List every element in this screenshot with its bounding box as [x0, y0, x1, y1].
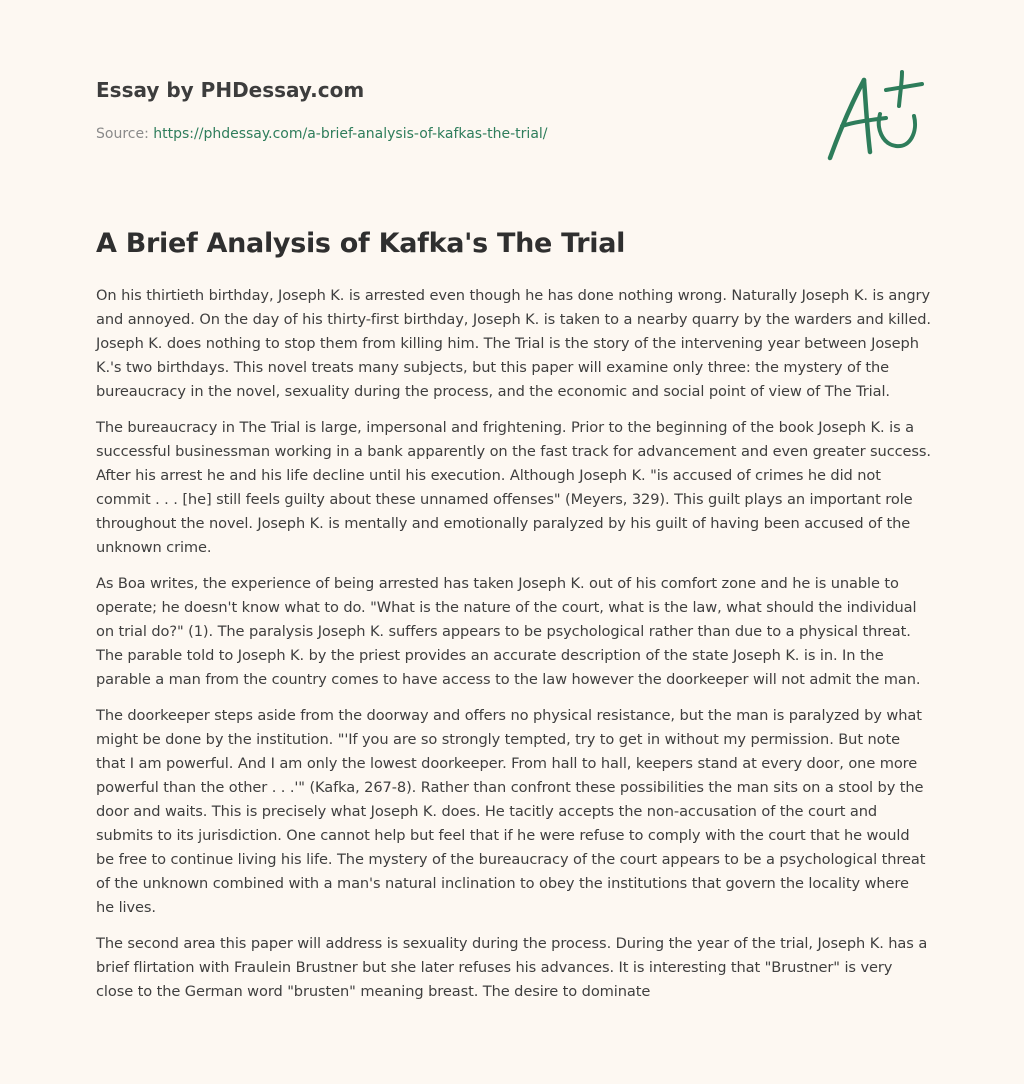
source-label: Source:	[96, 126, 154, 142]
paragraph: On his thirtieth birthday, Joseph K. is arrested even though he has done nothing wrong. Naturally Joseph K. is angry and annoyed. On the day of his thirty-first birthday, Joseph K. is taken to a nearby quarry by the warders and killed. Joseph K. does nothing to stop them from killing him. The Trial is the story of the intervening year between Joseph K.'s two birthdays. This novel treats many subjects, but this paper will examine only three: the mystery of the bureaucracy in the novel, sexuality during the process, and the economic and social point of view of The Trial.	[96, 287, 931, 400]
a-plus-logo-icon	[820, 66, 930, 166]
paragraph: The bureaucracy in The Trial is large, impersonal and frightening. Prior to the beginning of the book Joseph K. is a successful businessman working in a bank apparently on the fast track for advancement and even greater success. After his arrest he and his life decline until his execution. Although Joseph K. "is accused of crimes he did not commit . . . [he] still feels guilty about these unnamed offenses" (Meyers, 329). This guilt plays an important role throughout the novel. Joseph K. is mentally and emotionally paralyzed by his guilt of having been accused of the unknown crime.	[96, 419, 931, 556]
page-header	[96, 76, 696, 144]
article-title: A Brief Analysis of Kafka's The Trial	[96, 228, 626, 259]
site-title: Essay by PHDessay.com	[96, 78, 365, 102]
paragraph: The second area this paper will address is sexuality during the process. During the year of the trial, Joseph K. has a brief flirtation with Fraulein Brustner but she later refuses his advances. It is interesting that "Brustner" is very close to the German word "brusten" meaning breast. The desire to dominate	[96, 935, 928, 1000]
source-link[interactable]: https://phdessay.com/a-brief-analysis-of-kafkas-the-trial/	[153, 126, 548, 142]
article-body	[96, 284, 931, 1016]
source-line	[96, 124, 696, 144]
paragraph: As Boa writes, the experience of being arrested has taken Joseph K. out of his comfort zone and he is unable to operate; he doesn't know what to do. "What is the nature of the court, what is the law, what should the individual on trial do?" (1). The paralysis Joseph K. suffers appears to be psychological rather than due to a physical threat. The parable told to Joseph K. by the priest provides an accurate description of the state Joseph K. is in. In the parable a man from the country comes to have access to the law however the doorkeeper will not admit the man.	[96, 575, 921, 688]
paragraph: The doorkeeper steps aside from the doorway and offers no physical resistance, but the man is paralyzed by what might be done by the institution. "'If you are so strongly tempted, try to get in without my permission. But note that I am powerful. And I am only the lowest doorkeeper. From hall to hall, keepers stand at every door, one more powerful than the other . . .'" (Kafka, 267-8). Rather than confront these possibilities the man sits on a stool by the door and waits. This is precisely what Joseph K. does. He tacitly accepts the non-accusation of the court and submits to its jurisdiction. One cannot help but feel that if he were refuse to comply with the court that he would be free to continue living his life. The mystery of the bureaucracy of the court appears to be a psychological threat of the unknown combined with a man's natural inclination to obey the institutions that govern the locality where he lives.	[96, 707, 926, 916]
